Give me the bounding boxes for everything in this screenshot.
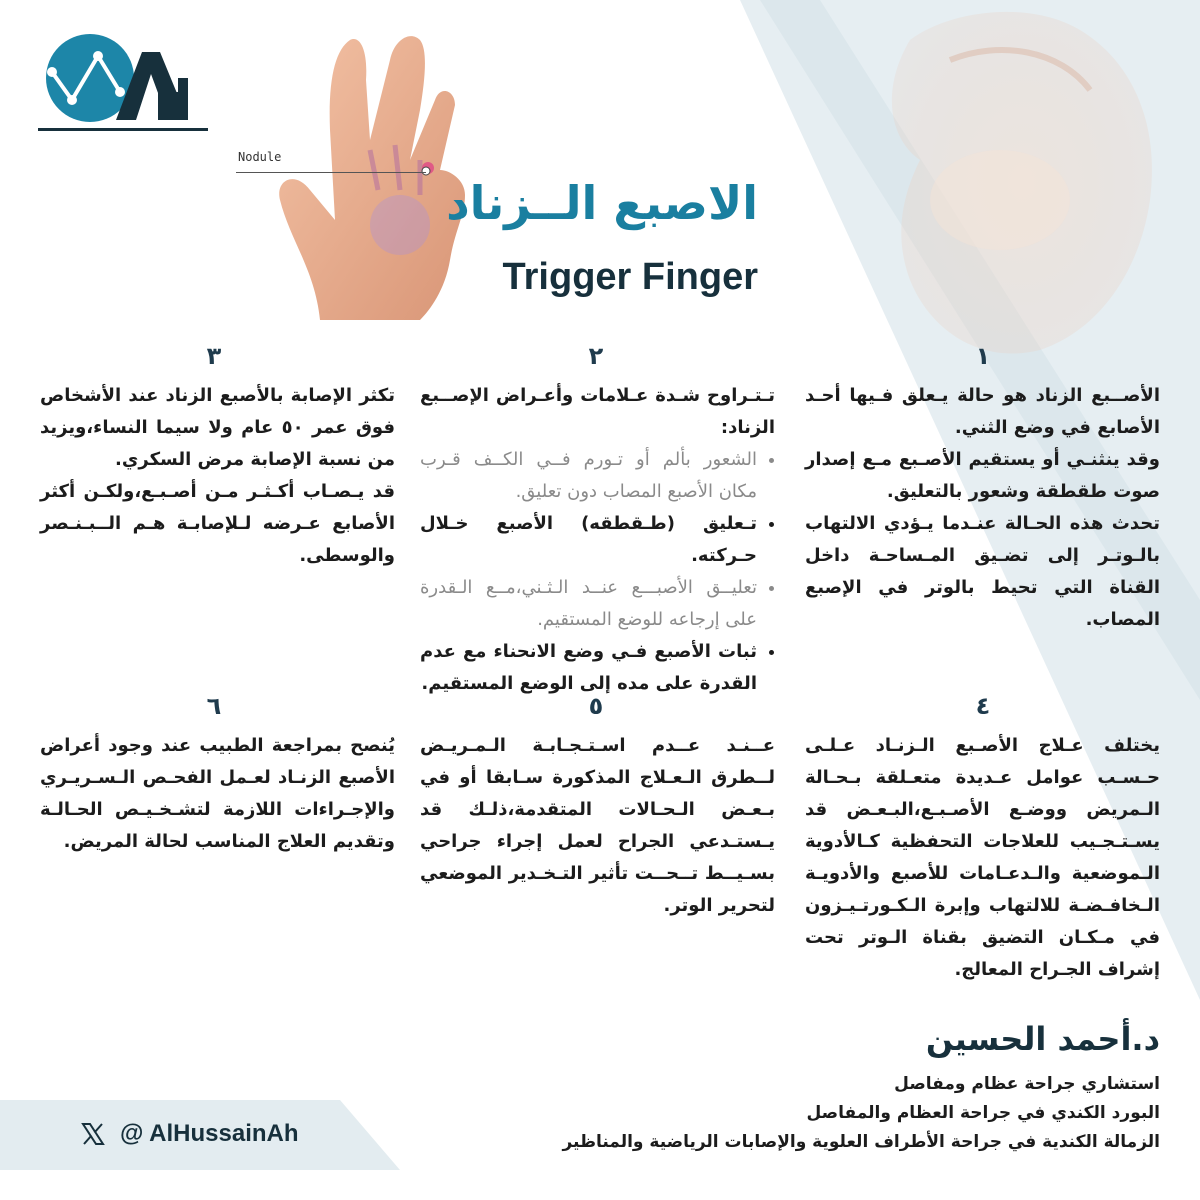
section-intro: تـتـراوح شـدة عـلامات وأعـراض الإصــبع الزناد: xyxy=(420,385,775,438)
background-hand-photo xyxy=(800,0,1200,380)
section-5-text xyxy=(420,730,775,922)
list-item: • الشعور بألم أو تـورم فــي الكــف قـرب مكان الأصبع المصاب دون تعليق. xyxy=(420,444,757,508)
section-paragraph: وقد ينثنـي أو يستقيم الأصـبع مـع إصدار صوت طقطقة وشعور بالتعليق. xyxy=(805,449,1160,502)
title-english: Trigger Finger xyxy=(502,256,758,298)
hand-illustration xyxy=(260,20,490,320)
section-number: ١ xyxy=(975,342,991,370)
list-item: • تـعليق (طـقطقه) الأصبع خـلال حـركته. xyxy=(420,508,757,572)
clinic-logo xyxy=(38,30,208,135)
doctor-credentials xyxy=(562,1070,1160,1157)
section-3-text xyxy=(40,380,395,572)
section-2-text xyxy=(420,380,775,700)
list-item: • تعليــق الأصبـــع عنــد الـثـني،مــع الـقدرة على إرجاعه للوضع المستقيم. xyxy=(420,572,757,636)
section-paragraph: عــنـد عــدم اسـتـجـابـة الـمـريـض لــطرق الـعـلاج المذكورة سـابقا أو في بـعـض الـحـالات المتقدمة،ذلـك قد يـستـدعي الجراح لعمل إجراء جراحي بسـيــط تــحــت تأثير التـخـدير الموضعي لتحرير الوتر. xyxy=(420,735,775,916)
section-number: ٥ xyxy=(588,692,604,720)
section-number: ٢ xyxy=(588,342,604,370)
section-number: ٣ xyxy=(206,342,222,370)
list-item: • ثبات الأصبع فـي وضع الانحناء مع عدم القدرة على مده إلى الوضع المستقيم. xyxy=(420,636,757,700)
section-paragraph: الأصــبع الزناد هو حالة يـعلق فـيها أحـد الأصابع في وضع الثني. xyxy=(805,385,1160,438)
section-paragraph: تكثر الإصابة بالأصبع الزناد عند الأشخاص فوق عمر ٥٠ عام ولا سيما النساء،ويزيد من نسبة الإصابة مرض السكري. xyxy=(40,385,395,470)
doctor-name: د.أحمد الحسين xyxy=(925,1020,1160,1058)
social-handle-text: @ AlHussainAh xyxy=(120,1120,299,1147)
section-6-text xyxy=(40,730,395,858)
section-paragraph: يُنصح بمراجعة الطبيب عند وجود أعراض الأصبع الزنـاد لعـمل الفحـص الـسـريـري والإجـراءات اللازمة لتشـخـيـص الحـالـة وتقديم العلاج المناسب لحالة المريض. xyxy=(40,735,395,852)
credential-line: البورد الكندي في جراحة العظام والمفاصل xyxy=(806,1103,1160,1123)
section-number: ٦ xyxy=(206,692,222,720)
x-logo-icon xyxy=(80,1121,106,1147)
section-number: ٤ xyxy=(975,692,991,720)
section-paragraph: يختلف عـلاج الأصـبع الـزنـاد عـلـى حـسـب عوامل عـديدة متعـلقة بـحـالة الـمريض ووضـع الأصـبـع،البـعـض قد يسـتـجـيب للعلاجات التحفظية كـالأدوية الـموضعية والـدعـامات للأصبع والأدويـة الـخافـضـة للالتهاب وإبرة الـكـورتـيـزون في مـكـان التضيق بقناة الـوتر تحت إشراف الجـراح المعالج. xyxy=(805,735,1160,980)
symptom-list xyxy=(420,444,775,700)
section-paragraph: تحدث هذه الحـالة عنـدما يـؤدي الالتهاب بالـوتـر إلى تضـيق المـساحـة داخل القناة التي تحيط بالوتر في الإصبع المصاب. xyxy=(805,513,1160,630)
credential-line: استشاري جراحة عظام ومفاصل xyxy=(894,1074,1160,1094)
credential-line: الزمالة الكندية في جراحة الأطراف العلوية والإصابات الرياضية والمناظير xyxy=(562,1132,1160,1152)
section-4-text xyxy=(805,730,1160,986)
section-paragraph: قد يـصـاب أكـثـر مـن أصـبـع،ولكـن أكثر الأصابع عـرضه لـلإصابـة هـم الــبـنـصر والوسطى. xyxy=(40,481,395,566)
nodule-pointer-line xyxy=(236,172,426,173)
social-handle[interactable] xyxy=(80,1120,299,1148)
title-arabic: الاصبع الــزناد xyxy=(446,176,758,230)
section-1-text xyxy=(805,380,1160,636)
nodule-label: Nodule xyxy=(238,150,282,164)
